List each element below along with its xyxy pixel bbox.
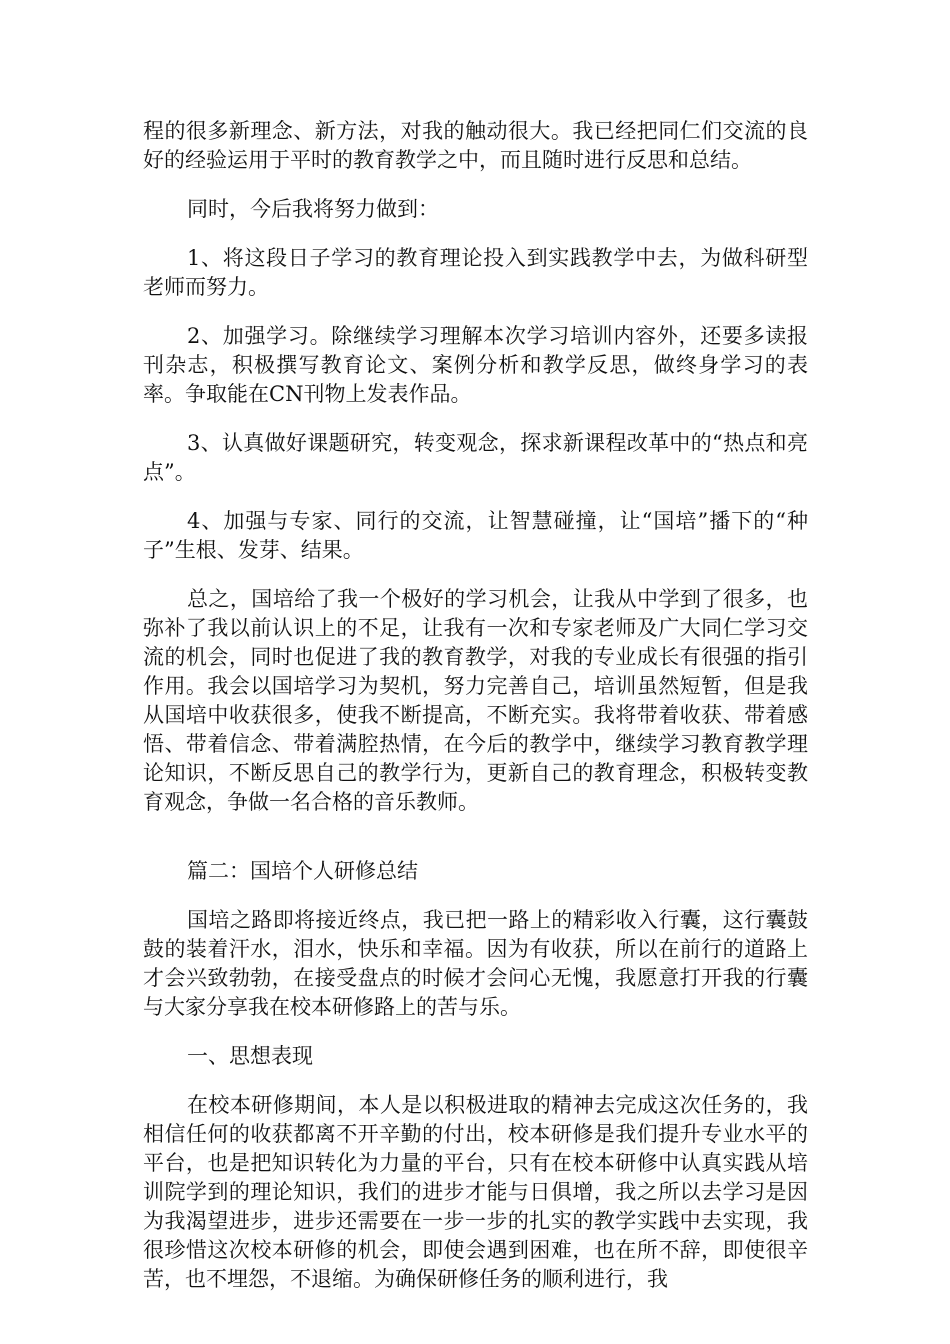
paragraph-goal-3: 3、认真做好课题研究，转变观念，探求新课程改革中的“热点和亮点”。 (143, 431, 808, 484)
paragraph-intro-goals: 同时，今后我将努力做到： (187, 197, 439, 221)
section-title: 篇二：国培个人研修总结 (187, 859, 418, 883)
paragraph-conclusion: 总之，国培给了我一个极好的学习机会，让我从中学到了很多，也弥补了我以前认识上的不足，让我有一次和专家老师及广大同仁学习交流的机会，同时也促进了我的教育教学，对我的专业成长有很强的指引作用。我会以国培学习为契机，努力完善自己，培训虽然短暂，但是我从国培中收获很多，使我不断提高，不断充实。我将带着收获、带着感悟、带着信念、带着满腔热情，在今后的教学中，继续学习教育教学理论知识，不断反思自己的教学行为，更新自己的教育理念，积极转变教育观念，争做一名合格的音乐教师。 (143, 587, 808, 814)
paragraph-goal-4: 4、加强与专家、同行的交流，让智慧碰撞，让“国培”播下的“种子”生根、发芽、结果。 (143, 509, 808, 562)
paragraph-section-intro: 国培之路即将接近终点，我已把一路上的精彩收入行囊，这行囊鼓鼓的装着汗水，泪水，快乐和幸福。因为有收获，所以在前行的道路上才会兴致勃勃，在接受盘点的时候才会问心无愧，我愿意打开我的行囊与大家分享我在校本研修路上的苦与乐。 (143, 908, 808, 1019)
paragraph-goal-1: 1、将这段日子学习的教育理论投入到实践教学中去，为做科研型老师而努力。 (143, 246, 808, 299)
paragraph-thought: 在校本研修期间，本人是以积极进取的精神去完成这次任务的，我相信任何的收获都离不开辛勤的付出，校本研修是我们提升专业水平的平台，也是把知识转化为力量的平台，只有在校本研修中认真实践从培训院学到的理论知识，我们的进步才能与日俱增，我之所以去学习是因为我渴望进步，进步还需要在一步一步的扎实的教学实践中去实现，我很珍惜这次校本研修的机会，即使会遇到困难，也在所不辞，即使很辛苦，也不埋怨，不退缩。为确保研修任务的顺利进行，我 (143, 1093, 808, 1291)
paragraph-goal-2: 2、加强学习。除继续学习理解本次学习培训内容外，还要多读报刊杂志，积极撰写教育论文、案例分析和教学反思，做终身学习的表率。争取能在CN刊物上发表作品。 (143, 324, 808, 406)
document-page (143, 117, 808, 1314)
paragraph-continuation: 程的很多新理念、新方法，对我的触动很大。我已经把同仁们交流的良好的经验运用于平时的教育教学之中，而且随时进行反思和总结。 (143, 119, 808, 172)
subheading-thought: 一、思想表现 (187, 1044, 313, 1068)
